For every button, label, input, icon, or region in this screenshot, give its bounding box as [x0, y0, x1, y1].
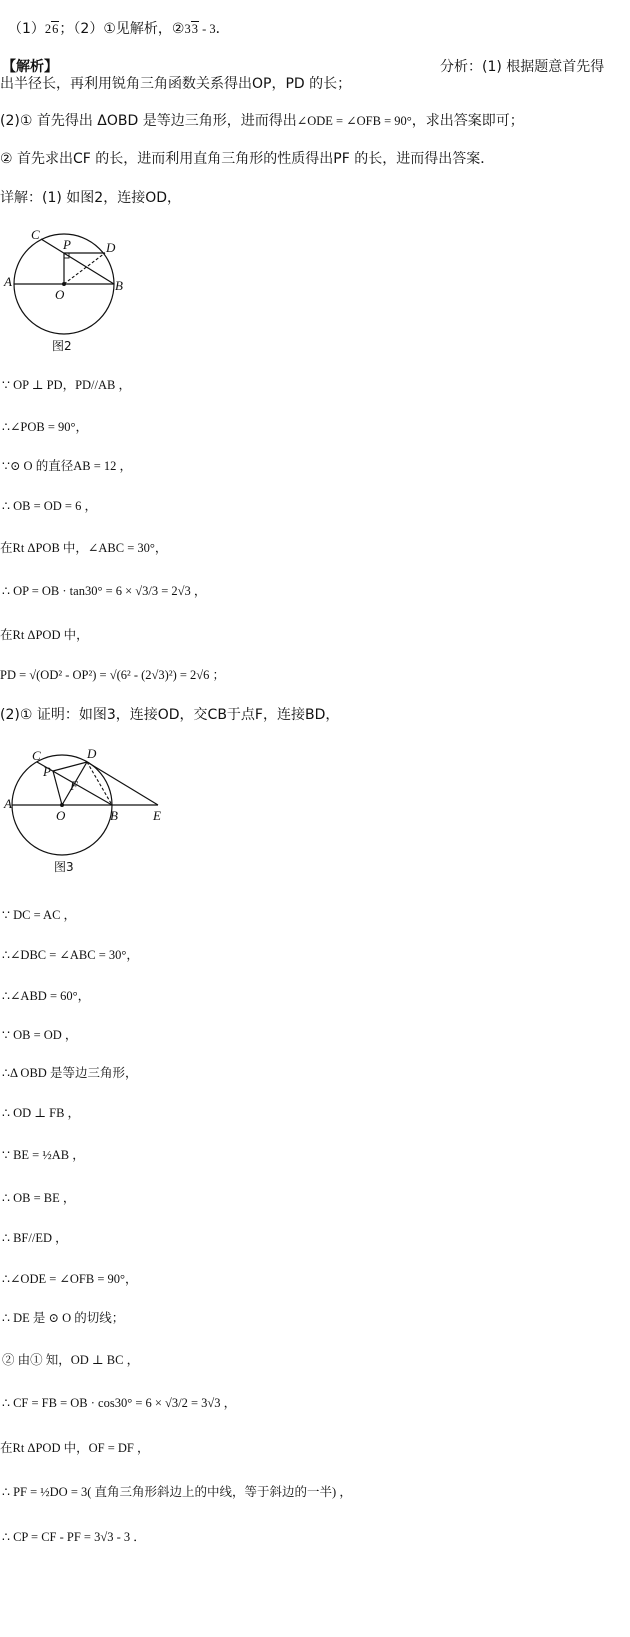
part2-intro: (2)① 证明：如图3，连接OD，交CB于点F，连接BD，	[0, 707, 340, 723]
analysis-right: 分析：(1) 根据题意首先得	[440, 59, 605, 75]
part1-line8: PD = √(OD² - OP²) = √(6² - (2√3)²) = 2√6 ；	[0, 668, 226, 682]
part2-line3: ∴∠ABD = 60°，	[2, 989, 91, 1003]
part2-line16: ∴ CP = CF - PF = 3√3 - 3 ．	[2, 1530, 146, 1544]
answer-end: ．	[215, 21, 230, 37]
fig2-chord-cb	[41, 239, 114, 284]
fig3-label-p: P	[43, 764, 51, 779]
part2-line15: ∴ PF = ½DO = 3( 直角三角形斜边上的中线，等于斜边的一半) ，	[2, 1485, 352, 1499]
fig3-label-c: C	[32, 748, 41, 763]
fig2-label-b: B	[115, 278, 123, 293]
answer-part2-value2: 33 - 3	[184, 22, 216, 36]
part1-line4: ∴ OB = OD = 6 ，	[2, 499, 97, 513]
analysis-line3: ② 首先求出CF 的长，进而利用直角三角形的性质得出PF 的长，进而得出答案．	[0, 151, 495, 167]
fig3-label-a: A	[4, 796, 12, 811]
answer-part1-label: （1）	[8, 21, 45, 37]
part2-line14: 在Rt ΔPOD 中，OF = DF ，	[0, 1441, 150, 1455]
part2-line2: ∴∠DBC = ∠ABC = 30°，	[2, 948, 139, 962]
fig3-label-b: B	[110, 808, 118, 823]
analysis-line1: 出半径长，再利用锐角三角函数关系得出OP，PD 的长；	[0, 76, 352, 92]
part2-line11: ∴ DE 是 ⊙ O 的切线；	[2, 1311, 125, 1325]
part2-line4: ∵ OB = OD ，	[2, 1028, 78, 1042]
part2-line12: ② 由① 知，OD ⊥ BC ，	[2, 1353, 140, 1367]
fig3-tangent-de	[87, 762, 158, 805]
part1-line3: ∵⊙ O 的直径AB = 12 ，	[2, 459, 132, 473]
part1-line1: ∵ OP ⊥ PD，PD//AB ，	[2, 378, 131, 392]
part1-line6: ∴ OP = OB · tan30° = 6 × √3/3 = 2√3 ，	[2, 584, 207, 598]
fig3-label-e: E	[153, 808, 161, 823]
answer-line	[8, 20, 230, 38]
answer-part2-value1: 见解析	[115, 21, 158, 37]
part2-line5: ∴Δ OBD 是等边三角形，	[2, 1066, 138, 1080]
analysis-line2: (2)① 首先得出 ΔOBD 是等边三角形，进而得出∠ODE = ∠OFB = 90°，求出答案即可；	[0, 113, 524, 129]
answer-part2-label: ；（2）①	[59, 21, 116, 37]
figure-3	[0, 740, 200, 880]
section-title: 【解析】	[2, 59, 58, 75]
fig2-label-o: O	[55, 287, 65, 302]
fig3-caption: 图3	[54, 860, 74, 874]
fig2-caption: 图2	[52, 339, 72, 353]
part2-line1: ∵ DC = AC ，	[2, 908, 77, 922]
part1-line7: 在Rt ΔPOD 中，	[0, 628, 89, 642]
detail-intro: 详解：(1) 如图2，连接OD，	[0, 190, 181, 206]
part2-line8: ∴ OB = BE ，	[2, 1191, 76, 1205]
fig2-label-a: A	[4, 274, 12, 289]
fig2-label-d: D	[106, 240, 116, 255]
part2-line7: ∵ BE = ½AB ，	[2, 1148, 85, 1162]
fig2-label-p: P	[63, 237, 71, 252]
part2-line13: ∴ CF = FB = OB · cos30° = 6 × √3/2 = 3√3 ，	[2, 1396, 237, 1410]
fig3-segment-bd	[87, 762, 112, 805]
part2-line6: ∴ OD ⊥ FB ，	[2, 1106, 81, 1120]
part1-line5: 在Rt ΔPOB 中，∠ABC = 30°，	[0, 541, 168, 555]
answer-part1-value: 26	[44, 22, 59, 36]
fig3-label-o: O	[56, 808, 66, 823]
part2-line9: ∴ BF//ED ，	[2, 1231, 68, 1245]
figure-2	[0, 222, 140, 362]
part2-line10: ∴∠ODE = ∠OFB = 90°，	[2, 1272, 138, 1286]
fig3-label-f: F	[70, 778, 78, 793]
fig3-center-dot	[60, 803, 64, 807]
answer-part2-sep: ，②	[157, 21, 185, 37]
fig2-label-c: C	[31, 227, 40, 242]
fig3-label-d: D	[87, 746, 97, 761]
part1-line2: ∴∠POB = 90°，	[2, 420, 89, 434]
fig2-center-dot	[62, 282, 66, 286]
